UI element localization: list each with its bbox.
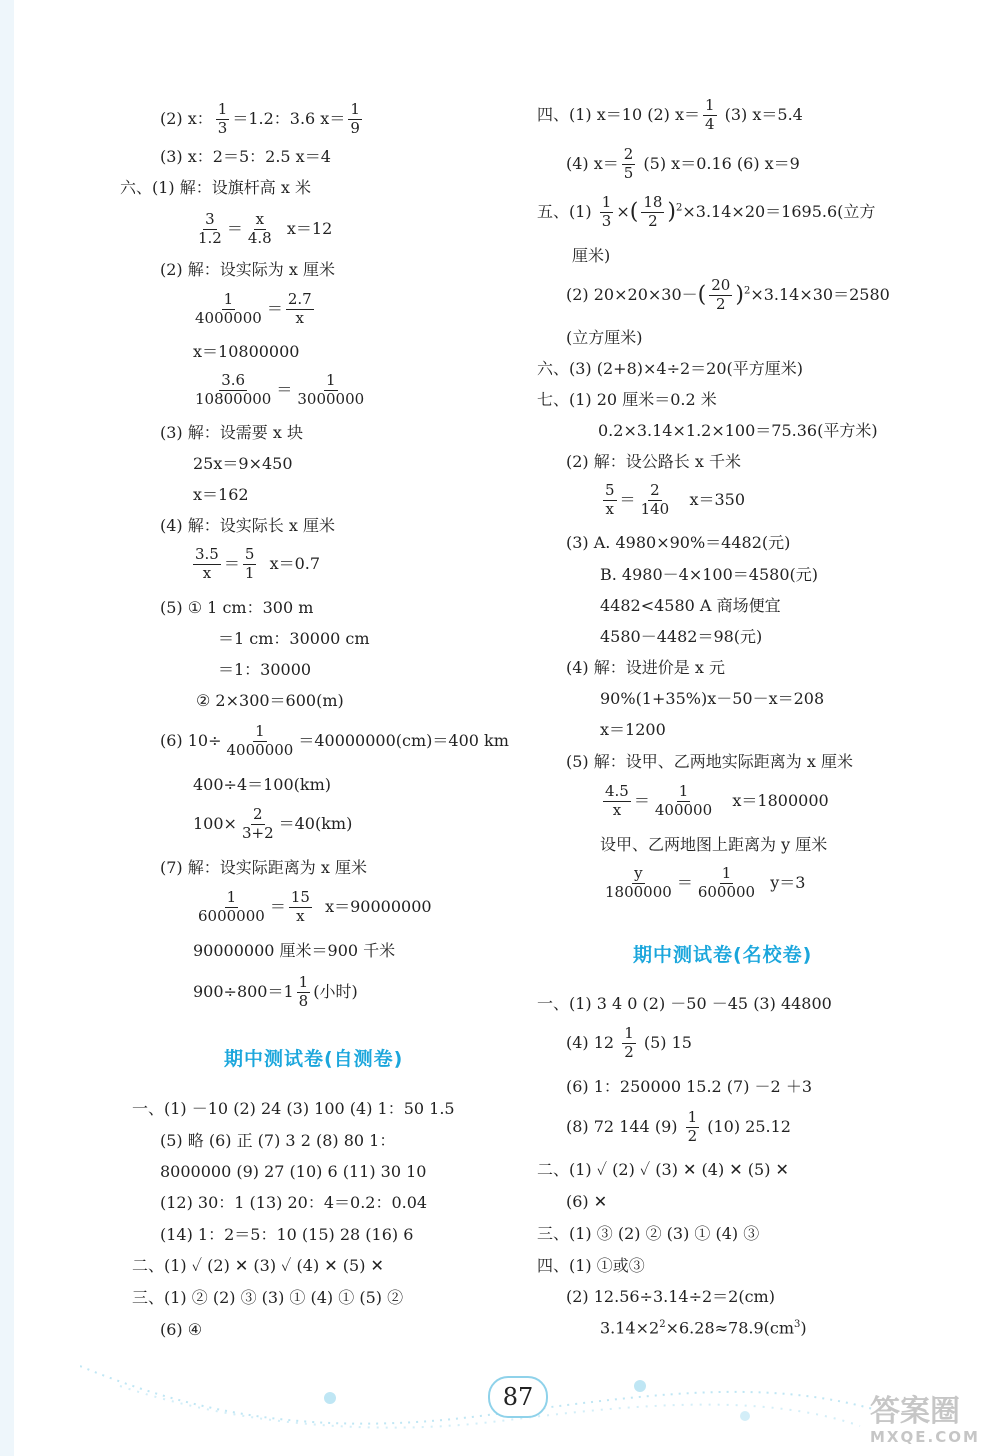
right-line-7: 六、(3) (2+8)×4÷2＝20(平方厘米) bbox=[537, 359, 804, 378]
right-line-3: 五、(1) $\frac{1}{3}$ ×( $\frac{18}{2}$ )$^2$×3.14×20＝1695.6(立方 bbox=[537, 193, 876, 230]
left-line-10: 25x＝9×450 bbox=[193, 454, 293, 473]
right-line-28: (6) ✕ bbox=[566, 1192, 608, 1211]
left-line-30: 二、(1) ✓ (2) ✕ (3) ✓ (4) ✕ (5) ✕ bbox=[132, 1256, 384, 1275]
right-line-32: $3.14\times 2^2\times 6.28\approx 78.9(cm^3)$ bbox=[600, 1318, 807, 1338]
left-line-14: (5) ① 1 cm：300 m bbox=[160, 598, 314, 617]
left-line-17: ② 2×300＝600(m) bbox=[196, 691, 344, 710]
left-line-27: 8000000 (9) 27 (10) 6 (11) 30 10 bbox=[160, 1162, 427, 1181]
left-line-22: $\frac{1}{6000000}$ ＝ $\frac{15}{x}$ x＝90000000 bbox=[198, 888, 432, 925]
right-line-20: $\frac{4.5}{x}$ ＝ $\frac{1}{400000}$ x＝1800000 bbox=[605, 782, 829, 819]
right-line-15: 4580－4482＝98(元) bbox=[600, 627, 763, 646]
left-line-21: (7) 解：设实际距离为 x 厘米 bbox=[160, 858, 367, 877]
page-edge-strip bbox=[0, 0, 14, 1456]
right-line-24: (4) 12 $\frac{1}{2}$ (5) 15 bbox=[566, 1024, 692, 1061]
right-line-27: 二、(1) ✓ (2) ✓ (3) ✕ (4) ✕ (5) ✕ bbox=[537, 1160, 789, 1179]
left-line-12: (4) 解：设实际长 x 厘米 bbox=[160, 516, 335, 535]
left-line-2: (3) x：2＝5：2.5 x＝4 bbox=[160, 147, 331, 166]
left-line-11: x＝162 bbox=[193, 485, 249, 504]
page-number: 87 bbox=[488, 1376, 548, 1418]
left-line-13: $\frac{3.5}{x}$ ＝ $\frac{5}{1}$ x＝0.7 bbox=[195, 545, 321, 582]
left-line-28: (12) 30：1 (13) 20：4＝0.2：0.04 bbox=[160, 1193, 428, 1212]
right-line-23: 一、(1) 3 4 0 (2) －50 －45 (3) 44800 bbox=[537, 994, 832, 1013]
right-line-17: 90%(1+35%)x－50－x＝208 bbox=[600, 689, 825, 708]
right-line-9: 0.2×3.14×1.2×100＝75.36(平方米) bbox=[598, 421, 878, 440]
right-line-13: B. 4980－4×100＝4580(元) bbox=[600, 565, 818, 584]
left-line-15: ＝1 cm：30000 cm bbox=[218, 629, 370, 648]
left-line-29: (14) 1：2＝5：10 (15) 28 (16) 6 bbox=[160, 1225, 414, 1244]
left-line-25: 一、(1) －10 (2) 24 (3) 100 (4) 1：50 1.5 bbox=[132, 1099, 455, 1118]
left-line-31: 三、(1) ② (2) ③ (3) ① (4) ① (5) ② bbox=[132, 1288, 404, 1307]
right-line-25: (6) 1：250000 15.2 (7) －2 ＋3 bbox=[566, 1077, 813, 1096]
left-line-16: ＝1：30000 bbox=[218, 660, 312, 679]
right-line-8: 七、(1) 20 厘米＝0.2 米 bbox=[537, 390, 717, 409]
right-line-30: 四、(1) ①或③ bbox=[537, 1256, 645, 1275]
right-line-16: (4) 解：设进价是 x 元 bbox=[566, 658, 725, 677]
right-line-21: 设甲、乙两地图上距离为 y 厘米 bbox=[600, 835, 828, 854]
section-title-top-school: 期中测试卷(名校卷) bbox=[633, 944, 813, 966]
left-line-1: (2) x： $\frac{1}{3}$ ＝1.2：3.6 x＝ $\frac{1}{9}$ bbox=[160, 100, 360, 137]
right-line-1: 四、(1) x＝10 (2) x＝ $\frac{1}{4}$ (3) x＝5.4 bbox=[537, 96, 803, 133]
right-line-18: x＝1200 bbox=[600, 720, 666, 739]
watermark-logo: 答案圈 MXQE.COM bbox=[870, 1394, 980, 1446]
left-line-32: (6) ④ bbox=[160, 1320, 203, 1339]
right-line-29: 三、(1) ③ (2) ② (3) ① (4) ③ bbox=[537, 1224, 760, 1243]
right-line-10: (2) 解：设公路长 x 千米 bbox=[566, 452, 741, 471]
left-line-24: 900÷800＝1 $\frac{1}{8}$ (小时) bbox=[193, 973, 358, 1010]
section-title-self-test: 期中测试卷(自测卷) bbox=[224, 1048, 404, 1070]
left-line-6: $\frac{1}{4000000}$ ＝ $\frac{2.7}{x}$ bbox=[195, 290, 312, 327]
left-line-5: (2) 解：设实际为 x 厘米 bbox=[160, 260, 335, 279]
left-line-9: (3) 解：设需要 x 块 bbox=[160, 423, 303, 442]
right-line-5: (2) 20×20×30－( $\frac{20}{2}$ )$^2$×3.14×30＝2580 bbox=[566, 276, 890, 313]
right-line-26: (8) 72 144 (9) $\frac{1}{2}$ (10) 25.12 bbox=[566, 1108, 791, 1145]
left-line-3: 六、(1) 解：设旗杆高 x 米 bbox=[120, 178, 311, 197]
left-line-4: $\frac{3}{1.2}$ ＝ $\frac{x}{4.8}$ x＝12 bbox=[198, 210, 333, 247]
left-line-7: x＝10800000 bbox=[193, 342, 300, 361]
right-line-12: (3) A. 4980×90%＝4482(元) bbox=[566, 533, 791, 552]
right-line-19: (5) 解：设甲、乙两地实际距离为 x 厘米 bbox=[566, 752, 853, 771]
right-line-22: $\frac{y}{1800000}$ ＝ $\frac{1}{600000}$ y＝3 bbox=[605, 864, 806, 901]
left-line-26: (5) 略 (6) 正 (7) 3 2 (8) 80 1： bbox=[160, 1131, 396, 1150]
left-line-23: 90000000 厘米＝900 千米 bbox=[193, 941, 396, 960]
left-line-8: $\frac{3.6}{10800000}$ ＝ $\frac{1}{3000000}$ bbox=[195, 371, 365, 408]
right-line-11: $\frac{5}{x}$ ＝ $\frac{2}{140}$ x＝350 bbox=[605, 481, 746, 518]
right-line-2: (4) x＝ $\frac{2}{5}$ (5) x＝0.16 (6) x＝9 bbox=[566, 145, 800, 182]
right-line-31: (2) 12.56÷3.14÷2＝2(cm) bbox=[566, 1287, 775, 1306]
left-line-19: 400÷4＝100(km) bbox=[193, 775, 332, 794]
right-line-14: 4482<4580 A 商场便宜 bbox=[600, 596, 781, 615]
wave-decoration bbox=[80, 1356, 880, 1436]
right-line-4: 厘米) bbox=[572, 246, 611, 265]
right-line-6: (立方厘米) bbox=[566, 328, 643, 347]
left-line-18: (6) 10÷ $\frac{1}{4000000}$ ＝40000000(cm)＝400 km bbox=[160, 722, 509, 759]
left-line-20: 100× $\frac{2}{3+2}$ ＝40(km) bbox=[193, 805, 353, 842]
